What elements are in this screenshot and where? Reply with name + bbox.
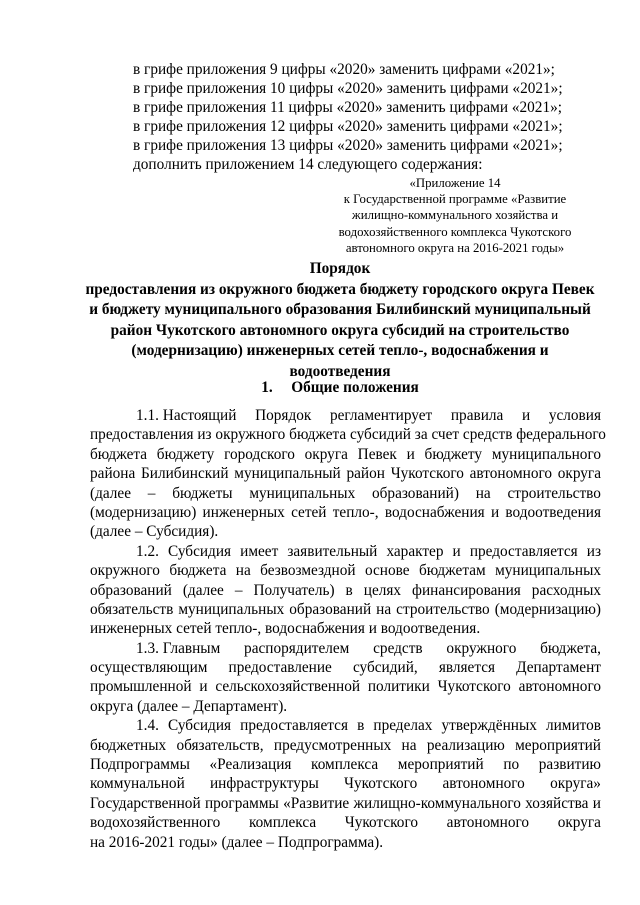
body-line bbox=[90, 464, 601, 483]
section-heading bbox=[100, 378, 580, 398]
body-line bbox=[90, 716, 601, 735]
body-line-text: (модернизацию) инженерных сетей тепло-, водоснабжения и водоотведения bbox=[90, 503, 601, 521]
title-line: и бюджету муниципального образования Билибинский муниципальный bbox=[89, 301, 591, 319]
body-word: образований) bbox=[371, 484, 459, 502]
title-line: Порядок bbox=[309, 260, 371, 277]
body-line bbox=[90, 619, 601, 638]
body-word: средств bbox=[373, 639, 423, 657]
body-line bbox=[90, 503, 601, 522]
body-line bbox=[90, 484, 601, 503]
body-word: комплекса bbox=[311, 756, 379, 774]
body-line bbox=[90, 774, 601, 793]
body-line bbox=[90, 406, 601, 425]
body-word: развитию bbox=[538, 756, 601, 774]
appendix-line: жилищно-коммунального хозяйства и bbox=[351, 208, 559, 223]
body-word: бюджеты bbox=[172, 484, 233, 502]
body-line bbox=[90, 833, 601, 852]
title-line: район Чукотского автономного округа субсидий на строительство bbox=[110, 321, 570, 339]
body-word: Чукотского bbox=[344, 775, 418, 793]
document-title bbox=[80, 259, 600, 383]
body-line-text: района Билибинский муниципальный район Чукотского автономного округа bbox=[90, 465, 601, 483]
body-line bbox=[90, 522, 601, 541]
body-word: автономного bbox=[442, 775, 525, 793]
body-line bbox=[90, 658, 601, 677]
body-word: «Реализация bbox=[209, 756, 292, 774]
amendment-list bbox=[133, 60, 603, 174]
body-line-text: промышленной и сельскохозяйственной политики Чукотского автономного bbox=[90, 678, 601, 696]
title-line: водоотведения bbox=[289, 362, 391, 380]
appendix-line: «Приложение 14 bbox=[409, 176, 501, 190]
body-line-text: округа (далее – Департамент). bbox=[90, 697, 288, 715]
body-line-text: бюджетных обязательств, предусмотренных на реализацию мероприятий bbox=[90, 736, 601, 754]
body-line-text: окружного бюджета на безвозмездной основе бюджетам муниципальных bbox=[90, 562, 601, 580]
body-word: предоставление bbox=[228, 659, 332, 677]
body-line-text: (далее – Субсидия). bbox=[90, 523, 219, 541]
body-word: Подпрограммы bbox=[90, 756, 190, 774]
body-line bbox=[90, 755, 601, 774]
body-word: окружного bbox=[446, 639, 517, 657]
body-word: 1.3. Главным bbox=[136, 639, 221, 657]
body-word: Порядок bbox=[255, 407, 312, 424]
body-line-text: предоставления из окружного бюджета субсидий за счет средств федерального bbox=[90, 426, 606, 444]
body-word: распорядителем bbox=[244, 639, 350, 657]
body-word: комплекса bbox=[249, 814, 317, 832]
body-line bbox=[90, 445, 601, 464]
body-line bbox=[90, 697, 601, 716]
body-line bbox=[90, 677, 601, 696]
body-line bbox=[90, 600, 601, 619]
body-text bbox=[90, 406, 606, 852]
title-line: предоставления из окружного бюджета бюджету городского округа Певек bbox=[85, 280, 595, 298]
body-word: водохозяйственного bbox=[90, 814, 221, 832]
body-line bbox=[90, 425, 606, 444]
body-line bbox=[90, 581, 601, 600]
body-word: округа bbox=[557, 814, 601, 832]
appendix-line: автономного округа на 2016-2021 годы» bbox=[345, 240, 565, 255]
body-word: субсидий, bbox=[352, 659, 418, 677]
body-line-text: 1.2. Субсидия имеет заявительный характер и предоставляется из bbox=[136, 542, 601, 560]
body-word: округа» bbox=[550, 775, 601, 793]
body-word: коммунальной bbox=[90, 775, 185, 793]
body-word: осуществляющим bbox=[90, 659, 208, 677]
body-line-text: обязательств муниципальных образований на строительство (модернизацию) bbox=[90, 600, 601, 618]
amendment-line: дополнить приложением 14 следующего содержания: bbox=[133, 156, 483, 173]
body-word: – bbox=[147, 484, 156, 502]
body-word: бюджета, bbox=[540, 639, 601, 657]
amendment-line: в грифе приложения 10 цифры «2020» заменить цифрами «2021»; bbox=[133, 80, 563, 97]
body-line-text: образований (далее – Получатель) в целях финансирования расходных bbox=[90, 581, 601, 599]
section-title: Общие положения bbox=[291, 379, 419, 396]
section-number: 1. bbox=[261, 379, 273, 396]
title-line: (модернизацию) инженерных сетей тепло-, водоснабжения и bbox=[131, 342, 549, 360]
body-word: строительство bbox=[507, 484, 601, 502]
body-word: Департамент bbox=[516, 659, 601, 677]
body-line bbox=[90, 813, 601, 832]
body-line bbox=[90, 561, 601, 580]
body-line bbox=[90, 542, 601, 561]
body-word: инфраструктуры bbox=[210, 775, 319, 793]
body-line-text: бюджета бюджету городского округа Певек и бюджету муниципального bbox=[90, 445, 601, 463]
body-line-text: на 2016-2021 годы» (далее – Подпрограмма). bbox=[90, 833, 384, 851]
body-line bbox=[90, 794, 601, 813]
body-word: мероприятий bbox=[397, 756, 484, 774]
body-word: регламентирует bbox=[329, 407, 433, 424]
amendment-line: в грифе приложения 12 цифры «2020» заменить цифрами «2021»; bbox=[133, 118, 563, 135]
body-word: на bbox=[475, 484, 491, 502]
body-word: и bbox=[521, 407, 531, 424]
body-line bbox=[90, 736, 601, 755]
body-word: Чукотского bbox=[344, 814, 418, 832]
appendix-header bbox=[330, 175, 580, 256]
body-word: (далее bbox=[90, 484, 132, 502]
body-word: муниципальных bbox=[249, 484, 356, 502]
body-word: по bbox=[503, 756, 520, 774]
amendment-line: в грифе приложения 11 цифры «2020» заменить цифрами «2021»; bbox=[133, 99, 563, 116]
body-word: условия bbox=[548, 407, 601, 424]
amendment-line: в грифе приложения 9 цифры «2020» заменить цифрами «2021»; bbox=[133, 61, 555, 78]
body-word: является bbox=[438, 659, 496, 677]
appendix-line: к Государственной программе «Развитие bbox=[343, 192, 567, 207]
body-line-text: Государственной программы «Развитие жилищно-коммунального хозяйства и bbox=[90, 794, 601, 812]
body-word: 1.1. Настоящий bbox=[136, 407, 237, 424]
appendix-line: водохозяйственного комплекса Чукотского bbox=[338, 224, 572, 239]
body-word: автономного bbox=[446, 814, 530, 832]
body-word: правила bbox=[450, 407, 504, 424]
body-line-text: 1.4. Субсидия предоставляется в пределах утверждённых лимитов bbox=[136, 717, 601, 735]
amendment-line: в грифе приложения 13 цифры «2020» заменить цифрами «2021»; bbox=[133, 137, 563, 154]
body-line bbox=[90, 639, 601, 658]
body-line-text: инженерных сетей тепло-, водоснабжения и водоотведения. bbox=[90, 620, 481, 638]
